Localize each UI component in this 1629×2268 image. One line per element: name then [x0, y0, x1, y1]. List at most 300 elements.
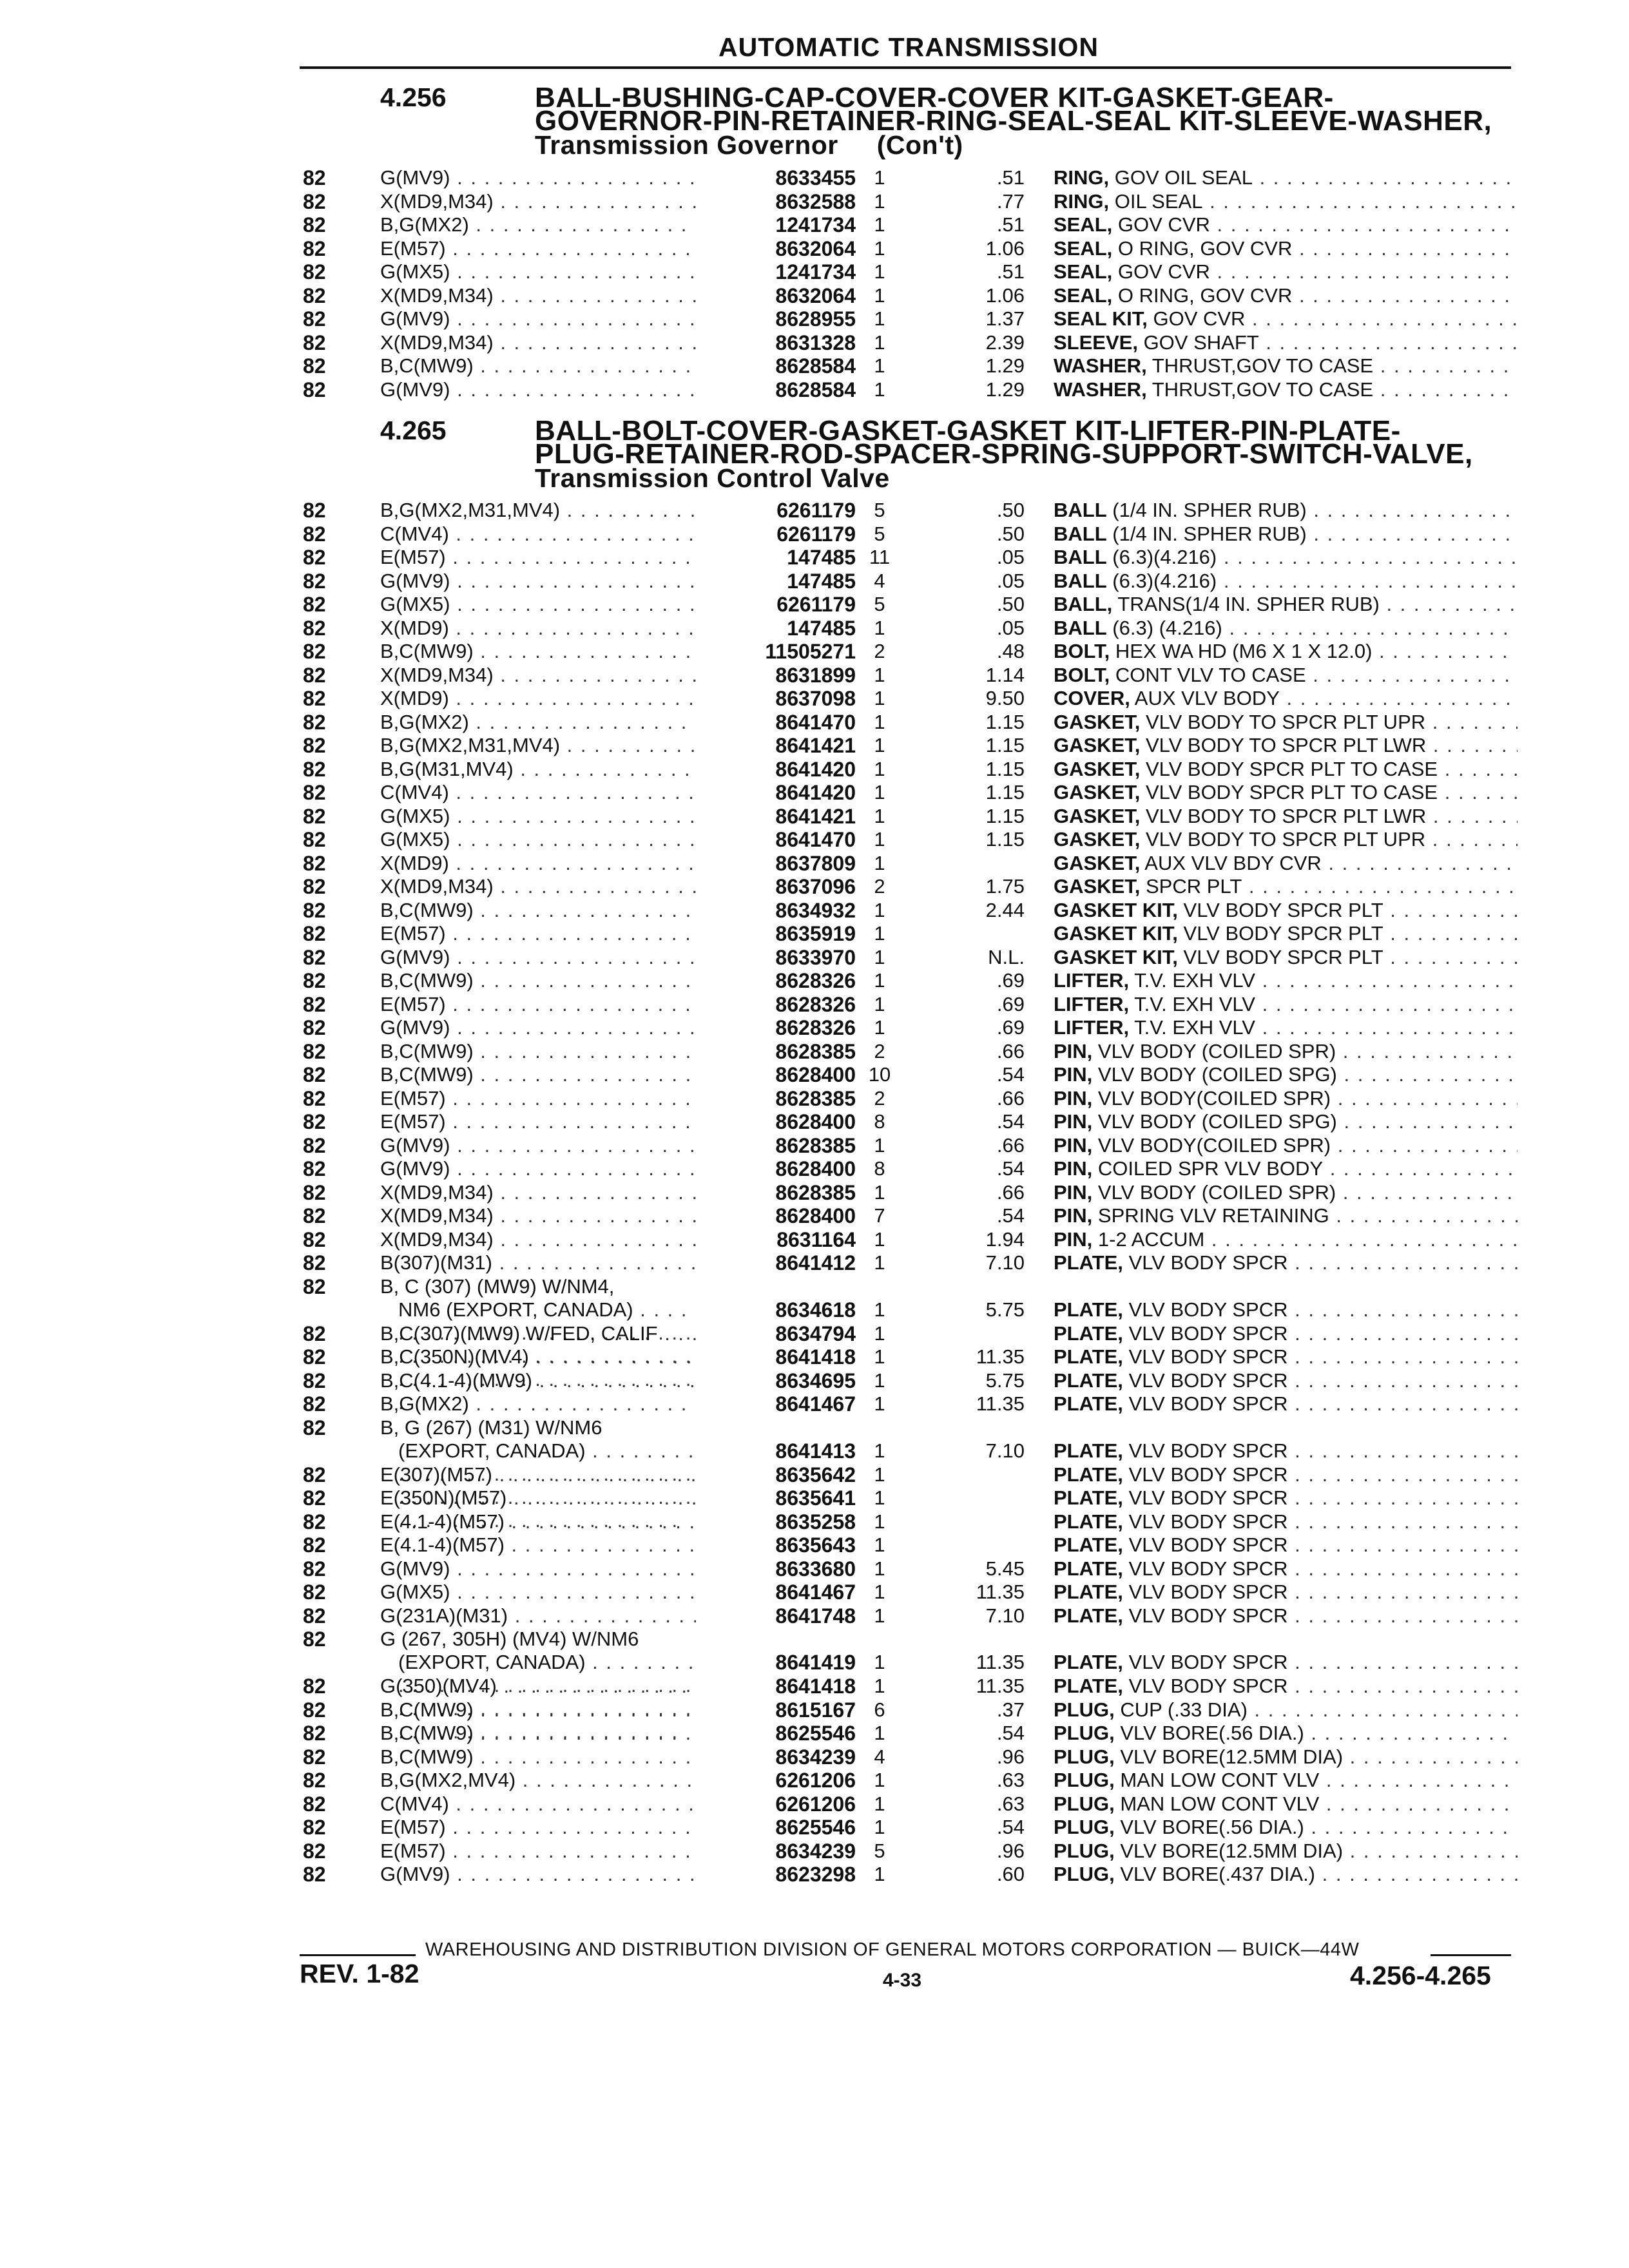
- quantity: 4: [874, 1745, 885, 1768]
- description-key: BALL: [1054, 499, 1107, 521]
- description-key: LIFTER,: [1054, 1016, 1130, 1039]
- application-text: B,C(4.1-4)(MW9) . . .: [380, 1369, 718, 1392]
- application: [380, 640, 718, 663]
- application: [380, 499, 718, 522]
- price: 11.35: [976, 1581, 1025, 1603]
- table-row: [0, 1204, 1629, 1228]
- model-year: 82: [303, 922, 326, 945]
- description-detail: VLV BORE(.56 DIA.) . . .: [1120, 1816, 1518, 1838]
- quantity: 1: [874, 378, 885, 401]
- application-text: G(MX5) . . .: [380, 260, 718, 283]
- part-number: 8641418: [696, 1345, 856, 1369]
- description-detail: T.V. EXH VLV . . .: [1134, 1016, 1518, 1039]
- description-detail: VLV BODY SPCR . . .: [1129, 1604, 1518, 1627]
- quantity: 1: [874, 1439, 885, 1462]
- description-key: SEAL,: [1054, 236, 1113, 260]
- part-number: 8628326: [696, 993, 856, 1016]
- price: .50: [996, 522, 1025, 545]
- quantity: 1: [874, 1557, 885, 1580]
- application-text: B,G(MX2,M31,MV4) . . .: [380, 499, 718, 521]
- description: [1054, 1792, 1518, 1816]
- description-detail: (6.3)(4.216) . . .: [1112, 570, 1518, 592]
- description-key: RING,: [1054, 189, 1110, 213]
- application-text: B,G(MX2) . . .: [380, 213, 718, 236]
- application-text: G(MV9) . . .: [380, 1134, 718, 1157]
- part-number: 8633970: [696, 946, 856, 969]
- quantity: 1: [874, 710, 885, 733]
- application: [380, 1251, 718, 1274]
- description-detail: 1-2 ACCUM . . .: [1098, 1228, 1518, 1251]
- application: [380, 828, 718, 851]
- model-year: 82: [303, 1792, 326, 1816]
- description-detail: O RING, GOV CVR . . .: [1118, 284, 1518, 307]
- description: [1054, 331, 1518, 354]
- part-number: 8628385: [696, 1134, 856, 1157]
- model-year: 82: [303, 1816, 326, 1839]
- application: [380, 1322, 718, 1345]
- description-key: PIN,: [1054, 1086, 1093, 1110]
- quantity: 1: [874, 1392, 885, 1415]
- description: [1054, 1298, 1518, 1321]
- application: [380, 1369, 718, 1392]
- application-text: B,G(MX2) . . .: [380, 711, 718, 733]
- table-row: [0, 1533, 1629, 1557]
- application-text: B,G(M31,MV4) . . .: [380, 758, 718, 780]
- table-row: [0, 617, 1629, 640]
- description-detail: GOV CVR . . .: [1118, 213, 1518, 236]
- table-row: [0, 190, 1629, 214]
- description-detail: CONT VLV TO CASE . . .: [1115, 664, 1518, 686]
- description: [1054, 1675, 1518, 1698]
- description-detail: VLV BODY TO SPCR PLT LWR . . .: [1146, 805, 1518, 827]
- description: [1054, 734, 1518, 757]
- application: [380, 260, 718, 284]
- application: [380, 852, 718, 875]
- application: [380, 805, 718, 828]
- description-key: BALL: [1054, 546, 1107, 568]
- application-text: E(M57) . . .: [380, 546, 718, 568]
- application-text: E(4.1-4)(M57) . . .: [380, 1533, 718, 1556]
- description-key: PLATE,: [1054, 1533, 1123, 1556]
- table-row: [0, 899, 1629, 923]
- price: .05: [996, 546, 1025, 568]
- part-number: 8635258: [696, 1510, 856, 1533]
- application-text: E(M57) . . .: [380, 237, 718, 260]
- quantity: 1: [874, 260, 885, 283]
- description-detail: VLV BODY SPCR . . .: [1129, 1651, 1518, 1673]
- model-year: 82: [303, 1863, 326, 1886]
- description-key: PLATE,: [1054, 1298, 1123, 1321]
- description: [1054, 758, 1518, 781]
- description-detail: THRUST,GOV TO CASE . . .: [1152, 378, 1518, 401]
- application: [380, 1557, 718, 1581]
- part-number: 8641421: [696, 734, 856, 757]
- price: .50: [996, 499, 1025, 521]
- description-detail: T.V. EXH VLV . . .: [1134, 993, 1518, 1015]
- description-detail: VLV BODY SPCR . . .: [1129, 1486, 1518, 1509]
- description: [1054, 570, 1518, 593]
- description-key: PIN,: [1054, 1063, 1093, 1086]
- table-row: [0, 1251, 1629, 1275]
- part-number: 6261179: [696, 523, 856, 546]
- application-text: X(MD9,M34) . . .: [380, 1228, 718, 1251]
- quantity: 2: [874, 875, 885, 898]
- application-text: B,C(MW9) . . .: [380, 969, 718, 992]
- description: [1054, 1439, 1518, 1463]
- model-year: 82: [303, 1604, 326, 1628]
- application-text: C(MV4) . . .: [380, 781, 718, 803]
- description: [1054, 993, 1518, 1016]
- quantity: 1: [874, 1533, 885, 1556]
- section-title-line-1: BALL-BUSHING-CAP-COVER-COVER KIT-GASKET-GEAR-: [535, 82, 1334, 113]
- model-year: 82: [303, 1510, 326, 1533]
- description-key: LIFTER,: [1054, 992, 1130, 1015]
- model-year: 82: [303, 1416, 326, 1439]
- application: [380, 331, 718, 354]
- table-row: [0, 307, 1629, 331]
- application: [380, 190, 718, 213]
- model-year: 82: [303, 522, 326, 546]
- description-key: PLATE,: [1054, 1510, 1123, 1533]
- price: 1.37: [985, 307, 1025, 330]
- description: [1054, 190, 1518, 213]
- price: N.L.: [988, 945, 1025, 968]
- quantity: 1: [874, 804, 885, 827]
- description-detail: VLV BODY (COILED SPR) . . .: [1098, 1181, 1518, 1204]
- quantity: 1: [874, 1792, 885, 1815]
- part-number: 8635919: [696, 922, 856, 945]
- table-row: [0, 711, 1629, 735]
- model-year: 82: [303, 569, 326, 593]
- model-year: 82: [303, 1486, 326, 1510]
- table-row: [0, 734, 1629, 758]
- description-detail: (1/4 IN. SPHER RUB) . . .: [1112, 499, 1518, 521]
- application-text: G(MV9) . . .: [380, 1016, 718, 1039]
- model-year: 82: [303, 378, 326, 401]
- description-detail: O RING, GOV CVR . . .: [1118, 237, 1518, 260]
- application-text: G(MV9) . . .: [380, 1557, 718, 1580]
- price: .05: [996, 616, 1025, 639]
- description-detail: TRANS(1/4 IN. SPHER RUB) . . .: [1117, 593, 1518, 615]
- price: .96: [996, 1839, 1025, 1862]
- application-text: X(MD9,M34) . . .: [380, 284, 718, 307]
- application: [380, 1510, 718, 1533]
- model-year: 82: [303, 1628, 326, 1651]
- price: 1.75: [985, 875, 1025, 898]
- quantity: 1: [874, 1227, 885, 1251]
- part-number: 11505271: [696, 640, 856, 663]
- description: [1054, 237, 1518, 260]
- description: [1054, 166, 1518, 189]
- quantity: 1: [874, 969, 885, 992]
- description-detail: CUP (.33 DIA) . . .: [1120, 1698, 1518, 1721]
- description-key: WASHER,: [1054, 378, 1147, 401]
- description-detail: VLV BORE(12.5MM DIA) . . .: [1120, 1840, 1518, 1862]
- application-text: G(231A)(M31) . . .: [380, 1604, 718, 1627]
- description: [1054, 284, 1518, 307]
- price: .66: [996, 1086, 1025, 1110]
- section-range: 4.256-4.265: [1350, 1961, 1491, 1990]
- application-text: B,C(MW9) . . .: [380, 899, 718, 921]
- description: [1054, 1745, 1518, 1769]
- price: .54: [996, 1063, 1025, 1086]
- description-detail: MAN LOW CONT VLV . . .: [1120, 1792, 1518, 1815]
- quantity: 1: [874, 1581, 885, 1603]
- description: [1054, 875, 1518, 898]
- part-number: 6261179: [696, 593, 856, 616]
- model-year: 82: [303, 663, 326, 687]
- application: [380, 307, 718, 331]
- table-row: [0, 546, 1629, 570]
- price: 1.15: [985, 828, 1025, 850]
- page-header-title: AUTOMATIC TRANSMISSION: [718, 32, 1099, 62]
- description-key: PIN,: [1054, 1227, 1093, 1251]
- description-detail: VLV BODY SPCR PLT TO CASE . . .: [1146, 758, 1518, 780]
- description-detail: HEX WA HD (M6 X 1 X 12.0) . . .: [1115, 640, 1518, 662]
- table-row: [0, 640, 1629, 664]
- application-text: B(307)(M31) . . .: [380, 1251, 718, 1274]
- description: [1054, 805, 1518, 828]
- part-number: 8641419: [696, 1651, 856, 1674]
- description-key: BALL: [1054, 522, 1107, 545]
- description: [1054, 664, 1518, 687]
- description-key: PIN,: [1054, 1204, 1093, 1227]
- application-text: E(307)(M57) . . .: [380, 1463, 718, 1486]
- description: [1054, 1840, 1518, 1863]
- part-number: 8628400: [696, 1063, 856, 1086]
- description-key: GASKET,: [1054, 734, 1141, 756]
- model-year: 82: [303, 236, 326, 260]
- model-year: 82: [303, 1110, 326, 1133]
- table-row: [0, 1863, 1629, 1887]
- description-detail: THRUST,GOV TO CASE . . .: [1152, 354, 1518, 377]
- part-number: 8628584: [696, 378, 856, 401]
- section-title: [535, 415, 1514, 493]
- application: [380, 899, 718, 922]
- description-key: PLATE,: [1054, 1604, 1123, 1627]
- description: [1054, 1698, 1518, 1722]
- application-text: G(MV9) . . .: [380, 570, 718, 592]
- description-key: PLUG,: [1054, 1769, 1115, 1791]
- table-row: [0, 1063, 1629, 1087]
- price: .66: [996, 1039, 1025, 1062]
- application: [380, 1110, 718, 1133]
- table-row: [0, 1557, 1629, 1581]
- application: [380, 284, 718, 307]
- price: .77: [996, 189, 1025, 213]
- description-detail: VLV BODY SPCR PLT . . .: [1184, 899, 1518, 921]
- description-key: SEAL,: [1054, 213, 1113, 236]
- price: 7.10: [985, 1439, 1025, 1462]
- part-number: 147485: [696, 617, 856, 640]
- description-detail: VLV BODY SPCR . . .: [1129, 1369, 1518, 1392]
- description: [1054, 1863, 1518, 1886]
- quantity: 1: [874, 922, 885, 945]
- table-row: [0, 687, 1629, 711]
- section-subtitle: Transmission Control Valve: [535, 463, 890, 493]
- part-number: 8637809: [696, 852, 856, 875]
- description-detail: SPCR PLT . . .: [1146, 875, 1518, 898]
- price: 1.94: [985, 1227, 1025, 1251]
- description-key: PLUG,: [1054, 1816, 1115, 1838]
- part-number: 8634618: [696, 1298, 856, 1321]
- price: .37: [996, 1698, 1025, 1721]
- model-year: 82: [303, 781, 326, 804]
- description-detail: VLV BODY (COILED SPG) . . .: [1098, 1063, 1518, 1086]
- application: [380, 711, 718, 734]
- application: [380, 664, 718, 687]
- table-row: [0, 1510, 1629, 1534]
- table-row: [0, 1040, 1629, 1064]
- price: .96: [996, 1745, 1025, 1768]
- description: [1054, 1557, 1518, 1581]
- table-row: [0, 284, 1629, 308]
- description-detail: VLV BODY SPCR . . .: [1129, 1251, 1518, 1274]
- price: .51: [996, 260, 1025, 283]
- part-number: 8628400: [696, 1204, 856, 1227]
- model-year: 82: [303, 213, 326, 236]
- description-detail: OIL SEAL . . .: [1115, 190, 1518, 213]
- part-number: 8634239: [696, 1745, 856, 1769]
- part-number: 8628326: [696, 1016, 856, 1039]
- model-year: 82: [303, 1745, 326, 1769]
- price: 7.10: [985, 1251, 1025, 1274]
- description-detail: GOV OIL SEAL . . .: [1115, 166, 1518, 189]
- application: [380, 1675, 718, 1698]
- description-key: GASKET,: [1054, 781, 1141, 803]
- description: [1054, 1063, 1518, 1086]
- part-number: 6261206: [696, 1769, 856, 1792]
- application: [380, 687, 718, 710]
- price: 2.44: [985, 898, 1025, 921]
- application: [380, 1581, 718, 1604]
- part-number: 8625546: [696, 1816, 856, 1839]
- application: [380, 1604, 718, 1628]
- part-number: 8641748: [696, 1604, 856, 1628]
- price: 11.35: [976, 1675, 1025, 1697]
- part-number: 8623298: [696, 1863, 856, 1886]
- part-number: 8632588: [696, 190, 856, 213]
- table-row: [0, 993, 1629, 1017]
- part-number: 8628385: [696, 1181, 856, 1204]
- description: [1054, 378, 1518, 401]
- description: [1054, 1040, 1518, 1063]
- description-detail: VLV BORE(.56 DIA.) . . .: [1120, 1722, 1518, 1744]
- description-detail: VLV BODY SPCR PLT TO CASE . . .: [1146, 781, 1518, 803]
- description-key: WASHER,: [1054, 354, 1147, 377]
- price: 1.15: [985, 734, 1025, 756]
- description-detail: VLV BODY SPCR . . .: [1129, 1675, 1518, 1697]
- description-key: SEAL,: [1054, 260, 1113, 283]
- application-text: E(M57) . . .: [380, 922, 718, 945]
- part-number: 8631328: [696, 331, 856, 354]
- description: [1054, 1110, 1518, 1133]
- application-text: E(M57) . . .: [380, 993, 718, 1015]
- price: 11.35: [976, 1345, 1025, 1368]
- table-row: [0, 260, 1629, 284]
- application-text: E(4.1-4)(M57) . . .: [380, 1510, 718, 1533]
- application-text: X(MD9,M34) . . .: [380, 664, 718, 686]
- model-year: 82: [303, 828, 326, 851]
- part-number: 147485: [696, 546, 856, 569]
- table-row: [0, 1228, 1629, 1252]
- model-year: 82: [303, 1345, 326, 1369]
- price: 5.75: [985, 1298, 1025, 1321]
- application-text: X(MD9,M34) . . .: [380, 1204, 718, 1227]
- description-detail: VLV BODY SPCR . . .: [1129, 1581, 1518, 1603]
- model-year: 82: [303, 687, 326, 710]
- part-number: 8641470: [696, 711, 856, 734]
- table-row: [0, 1416, 1629, 1463]
- application: [380, 922, 718, 945]
- description: [1054, 1392, 1518, 1416]
- price: 9.50: [985, 687, 1025, 709]
- quantity: 1: [874, 331, 885, 354]
- description-key: PLUG,: [1054, 1839, 1115, 1862]
- application: [380, 354, 718, 378]
- price: .69: [996, 992, 1025, 1015]
- application-text: B,C(MW9) . . .: [380, 1722, 718, 1744]
- price: .54: [996, 1816, 1025, 1838]
- quantity: 1: [874, 1510, 885, 1533]
- model-year: 82: [303, 945, 326, 969]
- quantity: 1: [874, 663, 885, 686]
- description-key: SEAL,: [1054, 284, 1113, 307]
- description: [1054, 546, 1518, 569]
- description-key: GASKET,: [1054, 828, 1141, 850]
- table-row: [0, 1486, 1629, 1510]
- table-row: [0, 781, 1629, 805]
- table-row: [0, 237, 1629, 261]
- part-number: 8632064: [696, 237, 856, 260]
- quantity: 1: [874, 1486, 885, 1509]
- footer-rule-right: [1431, 1954, 1511, 1956]
- application: [380, 546, 718, 569]
- description-detail: VLV BODY SPCR . . .: [1129, 1439, 1518, 1462]
- application-text: G(MX5) . . .: [380, 1581, 718, 1603]
- description: [1054, 969, 1518, 992]
- description-key: PIN,: [1054, 1110, 1093, 1133]
- model-year: 82: [303, 1321, 326, 1345]
- table-row: [0, 499, 1629, 523]
- description-key: PLATE,: [1054, 1675, 1123, 1697]
- description-detail: VLV BODY TO SPCR PLT LWR . . .: [1146, 734, 1518, 756]
- description-detail: AUX VLV BDY CVR . . .: [1144, 852, 1518, 874]
- description-key: BALL: [1054, 569, 1107, 592]
- application: [380, 734, 718, 757]
- application-text: B,G(MX2) . . .: [380, 1392, 718, 1415]
- quantity: 1: [874, 1769, 885, 1791]
- description-detail: GOV CVR . . .: [1118, 260, 1518, 283]
- application: [380, 1392, 718, 1416]
- model-year: 82: [303, 898, 326, 922]
- price: 5.75: [985, 1369, 1025, 1392]
- quantity: 1: [874, 1298, 885, 1321]
- model-year: 82: [303, 616, 326, 640]
- description-detail: MAN LOW CONT VLV . . .: [1120, 1769, 1518, 1791]
- model-year: 82: [303, 710, 326, 734]
- price: 1.29: [985, 354, 1025, 377]
- description-key: PLATE,: [1054, 1439, 1123, 1462]
- description-key: SLEEVE,: [1054, 331, 1138, 354]
- description-key: PLATE,: [1054, 1392, 1123, 1415]
- application-text: B,C(MW9) . . .: [380, 1063, 718, 1086]
- description-key: GASKET KIT,: [1054, 922, 1178, 945]
- table-row: [0, 1087, 1629, 1111]
- description: [1054, 1722, 1518, 1745]
- description-key: PLATE,: [1054, 1463, 1123, 1486]
- price: .69: [996, 1016, 1025, 1039]
